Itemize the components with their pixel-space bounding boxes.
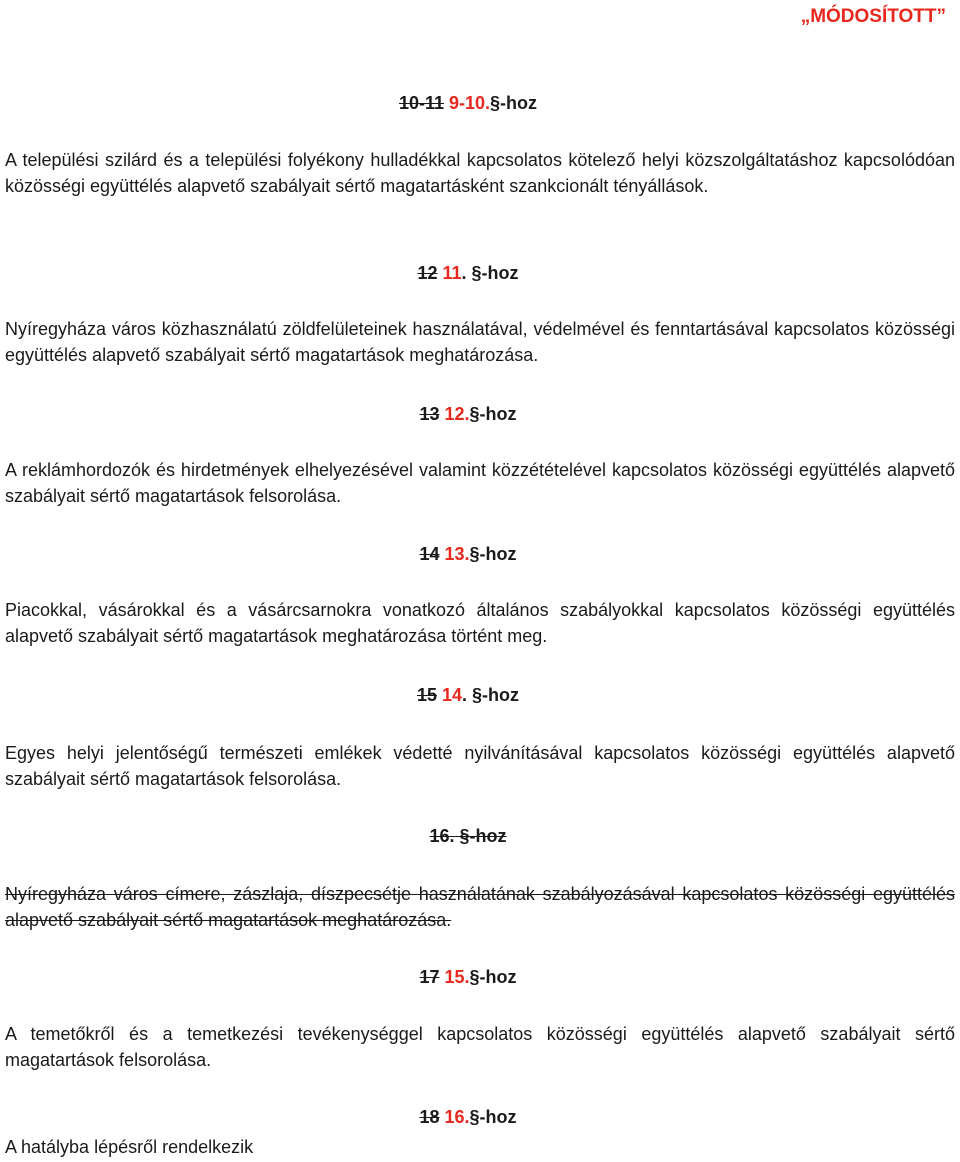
deleted-section-text: Nyíregyháza város címere, zászlaja, díszpecsétje használatának szabályozásával kapcsolatos közösségi együttélés alapvető szabályait sértő magatartások meghatározása. [5, 884, 955, 930]
section-text: Egyes helyi jelentőségű természeti emlékek védetté nyilvánításával kapcsolatos közösségi együttélés alapvető szabályait sértő magatartások felsorolása. [5, 743, 955, 789]
deleted-section-heading: 16. §-hoz [429, 826, 507, 846]
section-text: Piacokkal, vásárokkal és a vásárcsarnokra vonatkozó általános szabályokkal kapcsolatos közösségi együttélés alapvető szabályait sértő magatartások meghatározása történt meg. [5, 600, 955, 646]
new-number: 15. [444, 967, 470, 987]
section-text: A hatályba lépésről rendelkezik [5, 1137, 254, 1157]
new-number: 14 [442, 685, 463, 705]
old-number: 17 [419, 967, 440, 987]
section-heading [0, 92, 936, 114]
section-text: A reklámhordozók és hirdetmények elhelyezésével valamint közzétételével kapcsolatos közösségi együttélés alapvető szabályait sértő magatartások felsorolása. [5, 460, 955, 506]
old-number: 13 [419, 404, 440, 424]
section-suffix: . §-hoz [462, 685, 520, 705]
section-heading [0, 403, 936, 425]
section-suffix: . §-hoz [461, 263, 519, 283]
section-suffix: §-hoz [490, 93, 538, 113]
new-number: 12. [444, 404, 470, 424]
section-suffix: §-hoz [469, 544, 517, 564]
section-suffix: §-hoz [469, 1107, 517, 1127]
modified-stamp: „MÓDOSÍTOTT” [800, 6, 946, 27]
section-heading [0, 684, 936, 706]
section-heading [0, 543, 936, 565]
section-heading [0, 262, 936, 284]
old-number: 10-11 [398, 93, 444, 113]
section-text: Nyíregyháza város közhasználatú zöldfelületeinek használatával, védelmével és fenntartásával kapcsolatos közösségi együttélés alapvető szabályait sértő magatartások meghatározása. [5, 319, 955, 365]
new-number: 9-10. [449, 93, 491, 113]
section-suffix: §-hoz [469, 404, 517, 424]
new-number: 16. [444, 1107, 470, 1127]
section-heading [0, 1106, 936, 1128]
section-text: A települési szilárd és a települési folyékony hulladékkal kapcsolatos kötelező helyi közszolgáltatáshoz kapcsolódóan közösségi együttélés alapvető szabályait sértő magatartásként szankcionált tényállások. [5, 150, 955, 196]
old-number: 18 [419, 1107, 440, 1127]
old-number: 15 [416, 685, 437, 705]
new-number: 13. [444, 544, 470, 564]
section-text: A temetőkről és a temetkezési tevékenységgel kapcsolatos közösségi együttélés alapvető szabályait sértő magatartások felsorolása. [5, 1024, 955, 1070]
old-number: 12 [417, 263, 438, 283]
section-suffix: §-hoz [469, 967, 517, 987]
new-number: 11 [442, 263, 462, 283]
section-heading [0, 966, 936, 988]
old-number: 14 [419, 544, 440, 564]
